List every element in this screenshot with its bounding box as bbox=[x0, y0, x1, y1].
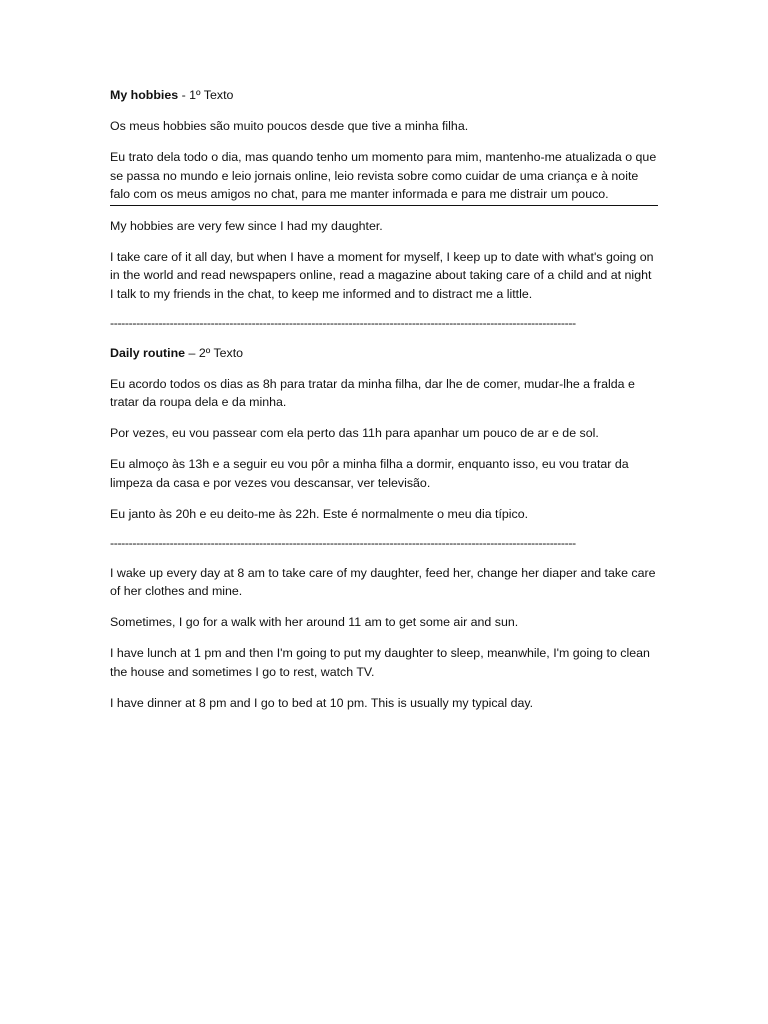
paragraph-en-hobbies-1: My hobbies are very few since I had my daughter. bbox=[110, 218, 383, 233]
paragraph-pt-hobbies-1: Os meus hobbies são muito poucos desde que tive a minha filha. bbox=[110, 119, 469, 133]
paragraph-pt-hobbies-2: Eu trato dela todo o dia, mas quando tenho um momento para mim, mantenho-me atualizada o que se passa no mundo e leio jornais online, leio revista sobre como cuidar de uma criança e à noite falo com os meus amigos no chat, para me manter informada e para me distrair um pouco. bbox=[110, 148, 658, 206]
paragraph-en-routine-1: I wake up every day at 8 am to take care of my daughter, feed her, change her diaper and take care of her clothes and mine. bbox=[110, 565, 656, 598]
paragraph-en-routine-3: I have lunch at 1 pm and then I'm going to put my daughter to sleep, meanwhile, I'm going to clean the house and sometimes I go to rest, watch TV. bbox=[110, 646, 650, 679]
paragraph-en-routine-2: Sometimes, I go for a walk with her around 11 am to get some air and sun. bbox=[110, 615, 519, 629]
paragraph-pt-routine-4: Eu janto às 20h e eu deito-me às 22h. Este é normalmente o meu dia típico. bbox=[110, 506, 529, 521]
section-title-daily-routine bbox=[110, 344, 658, 363]
dashed-separator-1: ----------------------------------------------------------------------------------------------------------------------------- bbox=[110, 315, 576, 330]
paragraph-pt-routine-1: Eu acordo todos os dias as 8h para tratar da minha filha, dar lhe de comer, mudar-lhe a fralda e tratar da roupa dela e da minha. bbox=[110, 376, 635, 409]
paragraph-en-routine-4: I have dinner at 8 pm and I go to bed at 10 pm. This is usually my typical day. bbox=[110, 695, 534, 710]
title-suffix: – 2º Texto bbox=[185, 345, 244, 360]
dashed-separator-2: ----------------------------------------------------------------------------------------------------------------------------- bbox=[110, 535, 576, 550]
title-suffix: - 1º Texto bbox=[178, 88, 234, 102]
paragraph-pt-routine-3: Eu almoço às 13h e a seguir eu vou pôr a minha filha a dormir, enquanto isso, eu vou tratar da limpeza da casa e por vezes vou descansar, ver televisão. bbox=[110, 457, 629, 490]
title-text: Daily routine bbox=[110, 345, 186, 360]
document-page bbox=[110, 86, 658, 725]
title-text: My hobbies bbox=[110, 88, 179, 102]
paragraph-en-hobbies-2: I take care of it all day, but when I have a moment for myself, I keep up to date with what's going on in the world and read newspapers online, read a magazine about taking care of a child and at night I talk to my friends in the chat, to keep me informed and to distract me a little. bbox=[110, 249, 654, 301]
section-title-hobbies bbox=[110, 86, 658, 105]
paragraph-pt-routine-2: Por vezes, eu vou passear com ela perto das 11h para apanhar um pouco de ar e de sol. bbox=[110, 426, 599, 440]
